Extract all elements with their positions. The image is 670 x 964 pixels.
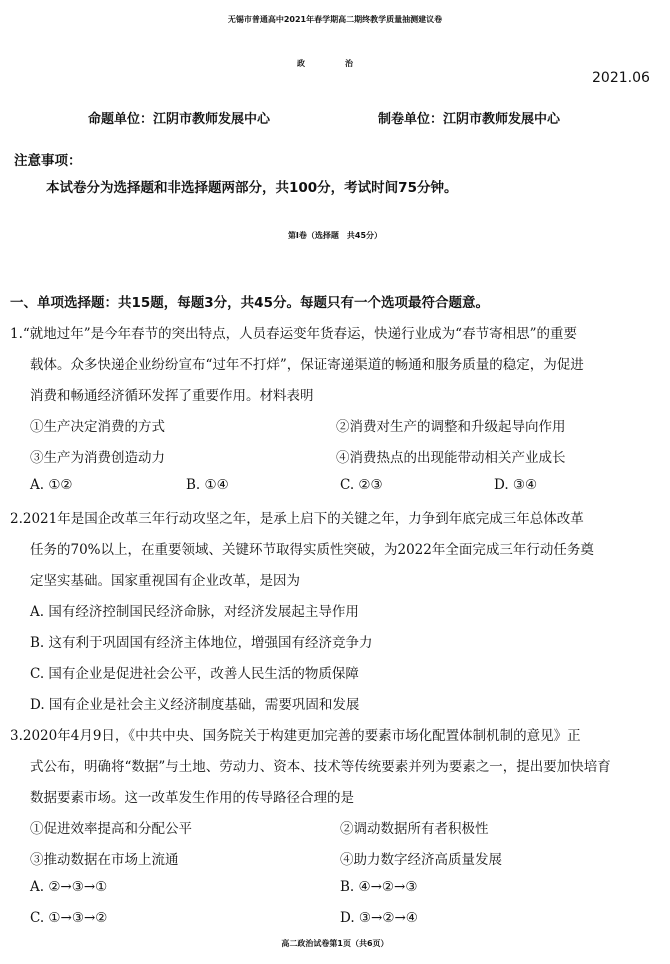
exam-title: 无锡市普通高中2021年春学期高二期终教学质量抽测建议卷 bbox=[227, 15, 443, 24]
q2-option-d: D. 国有企业是社会主义经济制度基础，需要巩固和发展 bbox=[30, 697, 360, 713]
q1-item-1: ①生产决定消费的方式 bbox=[30, 419, 165, 435]
q1-item-3: ③生产为消费创造动力 bbox=[30, 450, 165, 466]
q3-item-3: ③推动数据在市场上流通 bbox=[30, 852, 179, 868]
q1-option-d: D. ③④ bbox=[494, 477, 538, 493]
q3-item-4: ④助力数字经济高质量发展 bbox=[340, 852, 502, 868]
q3-stem-line-3: 数据要素市场。这一改革发生作用的传导路径合理的是 bbox=[30, 790, 354, 806]
subject-title: 政治 bbox=[297, 59, 393, 68]
q3-option-c: C. ①→③→② bbox=[30, 910, 108, 926]
q1-item-4: ④消费热点的出现能带动相关产业成长 bbox=[336, 450, 566, 466]
q1-stem-line-1: 1.“就地过年”是今年春节的突出特点，人员春运变年货春运，快递行业成为“春节寄相思”的重要 bbox=[10, 326, 577, 342]
q2-stem-line-3: 定坚实基础。国家重视国有企业改革，是因为 bbox=[30, 573, 300, 589]
q1-stem-line-2: 载体。众多快递企业纷纷宣布“过年不打烊”，保证寄递渠道的畅通和服务质量的稳定，为促进 bbox=[30, 357, 584, 373]
q1-option-c: C. ②③ bbox=[340, 477, 383, 493]
q2-stem-line-1: 2.2021年是国企改革三年行动攻坚之年，是承上启下的关键之年，力争到年底完成三年总体改革 bbox=[10, 511, 584, 527]
notice-body: 本试卷分为选择题和非选择题两部分，共100分，考试时间75分钟。 bbox=[46, 180, 458, 196]
q2-option-a: A. 国有经济控制国民经济命脉，对经济发展起主导作用 bbox=[30, 604, 359, 620]
q1-item-2: ②消费对生产的调整和升级起导向作用 bbox=[336, 419, 566, 435]
exam-date: 2021.06 bbox=[592, 70, 650, 86]
notice-heading: 注意事项： bbox=[14, 153, 82, 169]
part-heading: 一、单项选择题：共15题，每题3分，共45分。每题只有一个选项最符合题意。 bbox=[10, 295, 489, 311]
q3-option-d: D. ③→②→④ bbox=[340, 910, 418, 926]
q3-option-b: B. ④→②→③ bbox=[340, 879, 418, 895]
q3-item-1: ①促进效率提高和分配公平 bbox=[30, 821, 192, 837]
q2-stem-line-2: 任务的70%以上，在重要领域、关键环节取得实质性突破，为2022年全面完成三年行动任务奠 bbox=[30, 542, 594, 558]
q1-option-a: A. ①② bbox=[30, 477, 73, 493]
q3-item-2: ②调动数据所有者积极性 bbox=[340, 821, 489, 837]
section-title: 第Ⅰ卷（选择题 共45分） bbox=[287, 231, 383, 240]
q2-option-b: B. 这有利于巩固国有经济主体地位，增强国有经济竞争力 bbox=[30, 635, 373, 651]
q3-stem-line-2: 式公布，明确将“数据”与土地、劳动力、资本、技术等传统要素并列为要素之一，提出要加快培育 bbox=[30, 759, 611, 775]
q3-stem-line-1: 3.2020年4月9日，《中共中央、国务院关于构建更加完善的要素市场化配置体制机制的意见》正 bbox=[10, 728, 581, 744]
q1-stem-line-3: 消费和畅通经济循环发挥了重要作用。材料表明 bbox=[30, 388, 314, 404]
q2-option-c: C. 国有企业是促进社会公平，改善人民生活的物质保障 bbox=[30, 666, 359, 682]
producer-unit: 制卷单位：江阴市教师发展中心 bbox=[378, 112, 561, 127]
q3-option-a: A. ②→③→① bbox=[30, 879, 108, 895]
q1-option-b: B. ①④ bbox=[186, 477, 229, 493]
proposer-unit: 命题单位：江阴市教师发展中心 bbox=[88, 112, 271, 127]
page-footer: 高二政治试卷第1页（共6页） bbox=[281, 939, 389, 948]
